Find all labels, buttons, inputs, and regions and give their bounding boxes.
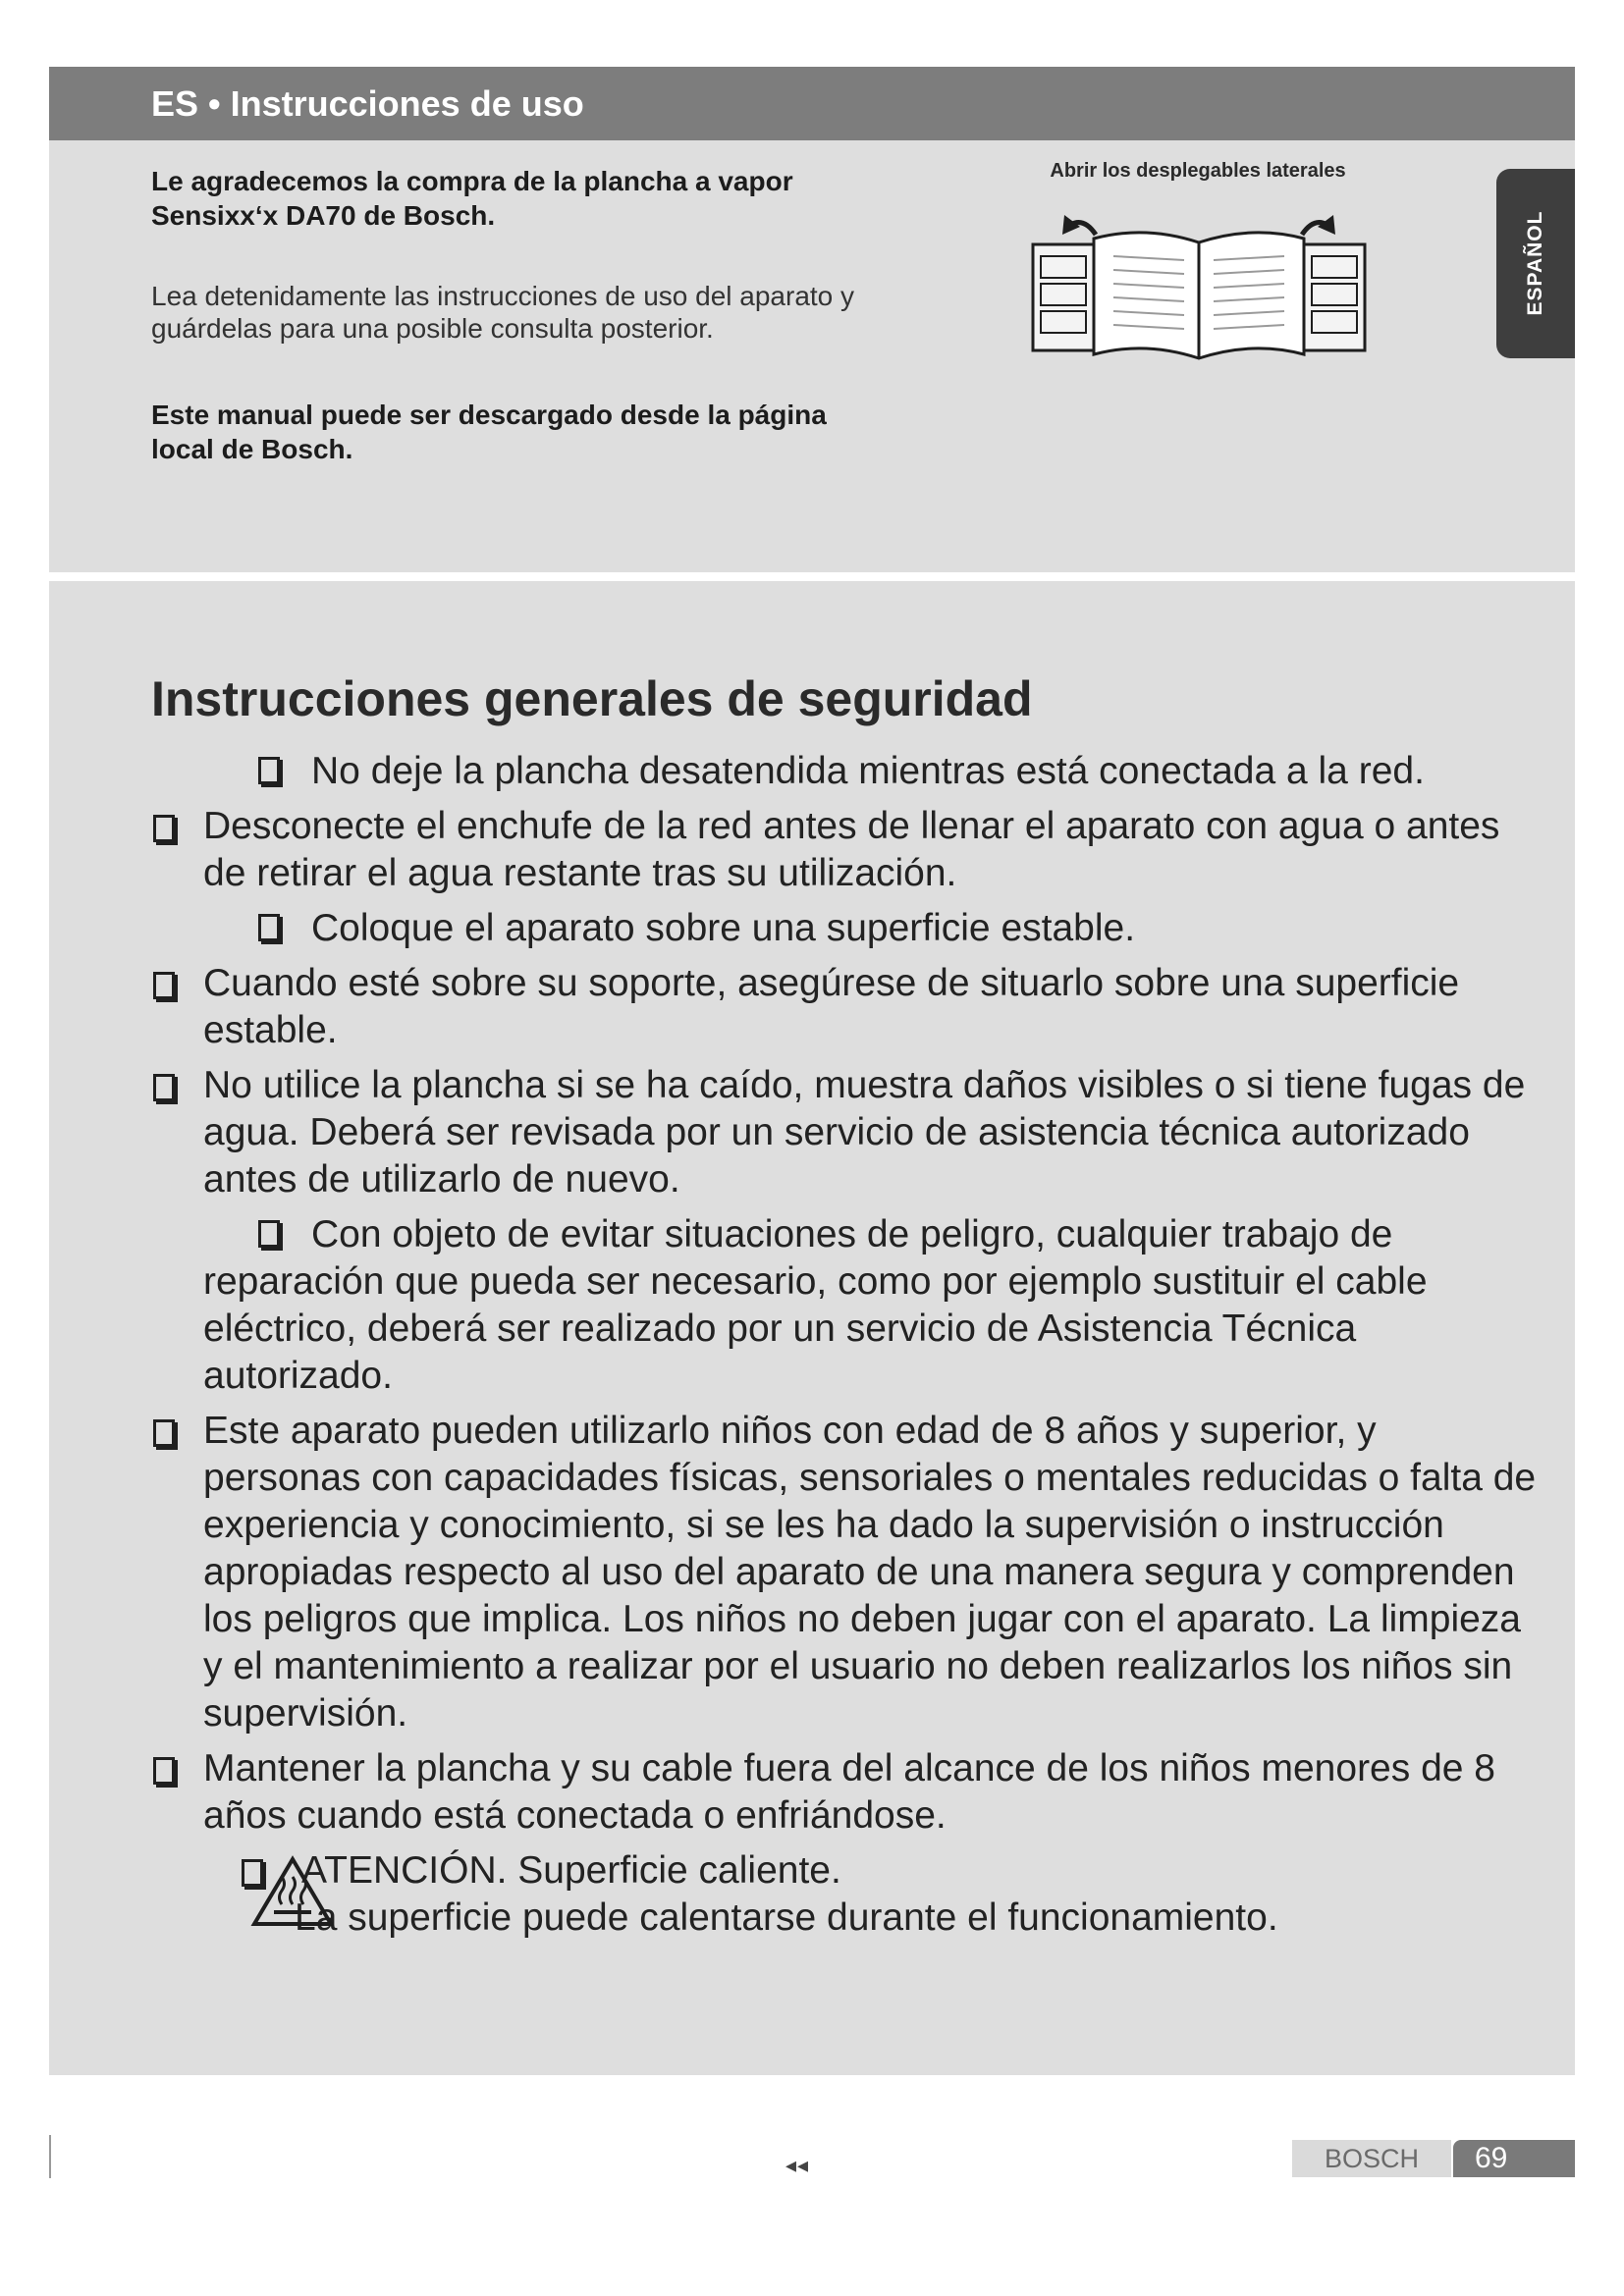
safety-panel [49,581,1575,2075]
safety-item: Coloque el aparato sobre una superficie estable. [147,905,1542,952]
safety-item: Cuando esté sobre su soporte, asegúrese de situarlo sobre una superficie estable. [147,960,1542,1054]
language-tab [1496,169,1575,358]
safety-item: No deje la plancha desatendida mientras está conectada a la red. [147,748,1542,795]
header-title: ES • Instrucciones de uso [151,83,584,124]
safety-title: Instrucciones generales de seguridad [151,671,1033,726]
checkbox-bullet-icon [153,1419,175,1447]
page-number: 69 [1453,2140,1575,2177]
checkbox-bullet-icon [153,1757,175,1785]
safety-item: Mantener la plancha y su cable fuera del alcance de los niños menores de 8 años cuando está conectada o enfriándose. [147,1745,1542,1840]
warning-title: ATENCIÓN. Superficie caliente. [301,1849,841,1892]
checkbox-bullet-icon [153,815,175,842]
foldout-caption: Abrir los desplegables laterales [1050,160,1346,182]
hot-surface-warning-icon [250,1855,335,1930]
safety-item: Con objeto de evitar situaciones de peligro, cualquier trabajo de reparación que pueda ser necesario, como por ejemplo sustituir el cable eléctrico, deberá ser realizado por un servicio de Asistencia Técnica autorizado. [203,1213,1428,1397]
safety-item: Desconecte el enchufe de la red antes de llenar el aparato con agua o antes de retirar el agua restante tras su utilización. [147,803,1542,897]
checkbox-bullet-icon [258,1220,280,1248]
previous-page-icon[interactable]: ◂◂ [785,2153,810,2177]
intro-panel [49,140,1575,572]
safety-item: No utilice la plancha si se ha caído, muestra daños visibles o si tiene fugas de agua. Deberá ser revisada por un servicio de asistencia técnica autorizado antes de utilizarlo de nuevo. [147,1062,1542,1203]
intro-thanks: Le agradecemos la compra de la plancha a vapor Sensixx‘x DA70 de Bosch. [151,166,793,231]
safety-list [147,748,1542,1949]
safety-item: Este aparato pueden utilizarlo niños con edad de 8 años y superior, y personas con capacidades físicas, sensoriales o mentales reducidas o falta de experiencia y conocimiento, si se les ha dado la supervisión o instrucción apropiadas respecto al uso del aparato de una manera segura y comprenden los peligros que implica. Los niños no deben jugar con el aparato. La limpieza y el mantenimiento a realizar por el usuario no deben realizarlos los niños sin supervisión. [147,1408,1542,1737]
checkbox-bullet-icon [153,972,175,999]
checkbox-bullet-icon [258,757,280,784]
footer-brand: BOSCH [1292,2140,1451,2177]
foldout-manual-icon [1027,199,1371,376]
warning-text: La superficie puede calentarse durante el funcionamiento. [295,1896,1278,1939]
checkbox-bullet-icon [153,1074,175,1101]
intro-read-carefully: Lea detenidamente las instrucciones de uso del aparato y guárdelas para una posible consulta posterior. [151,281,855,344]
checkbox-bullet-icon [258,914,280,941]
hot-surface-warning [147,1847,1542,1942]
footer-margin-rule [49,2135,51,2178]
language-tab-label: ESPAÑOL [1524,210,1546,316]
header-bar [49,67,1575,140]
intro-download-note: Este manual puede ser descargado desde la página local de Bosch. [151,400,827,464]
